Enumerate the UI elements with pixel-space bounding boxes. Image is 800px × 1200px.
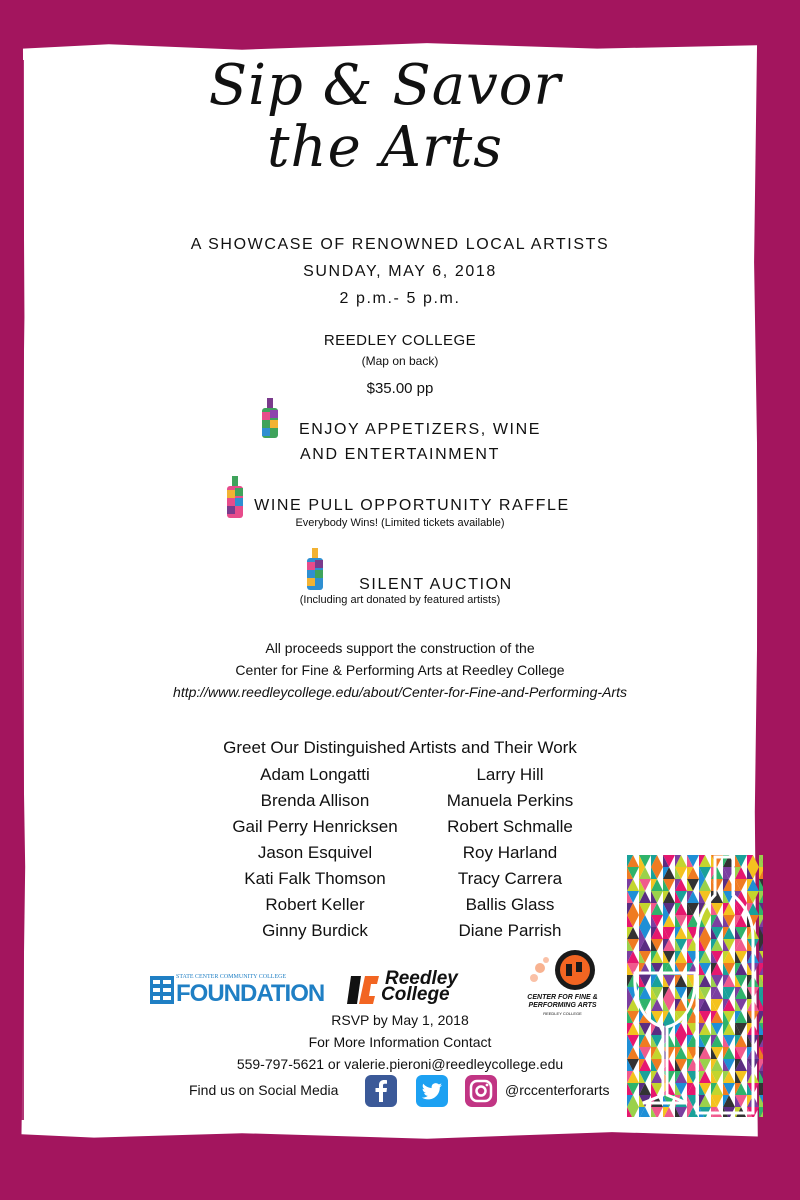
artist-name: Ballis Glass (465, 895, 555, 914)
contact-phone-email[interactable]: 559-797-5621 or valerie.pieroni@reedleycollege.edu (236, 1056, 564, 1072)
artist-name: Tracy Carrera (457, 869, 563, 888)
mosaic-wine-artwork (627, 855, 763, 1122)
reedley-line-2: College (381, 984, 450, 1005)
tagline: A SHOWCASE OF RENOWNED LOCAL ARTISTS (190, 236, 610, 253)
foundation-mark-icon (150, 976, 174, 1004)
artist-name: Roy Harland (462, 843, 558, 862)
artist-name: Diane Parrish (458, 921, 562, 940)
raffle-note: Everybody Wins! (Limited tickets available) (295, 517, 505, 529)
artist-name: Manuela Perkins (446, 791, 574, 810)
auction-title: SILENT AUCTION (359, 576, 513, 593)
event-title (205, 55, 565, 179)
event-time: 2 p.m.- 5 p.m. (339, 290, 461, 307)
artist-name: Kati Falk Thomson (244, 869, 386, 888)
price: $35.00 pp (366, 380, 434, 397)
artist-name: Jason Esquivel (257, 843, 373, 862)
artists-left-column (200, 762, 430, 944)
social-handle[interactable]: @rccenterforarts (505, 1082, 610, 1098)
foundation-wordmark: FOUNDATION (176, 980, 325, 1007)
theater-masks-icon (520, 948, 605, 992)
proceeds-line-2: Center for Fine & Performing Arts at Reedley College (235, 662, 565, 678)
title-line-1: Sip & Savor (208, 53, 562, 118)
reedley-college-logo (345, 970, 485, 1010)
foundation-subtitle: STATE CENTER COMMUNITY COLLEGE (176, 974, 287, 980)
title-line-2: the Arts (267, 115, 503, 180)
auction-note: (Including art donated by featured artists) (299, 594, 501, 606)
artist-name: Gail Perry Henricksen (232, 817, 398, 836)
event-date: SUNDAY, MAY 6, 2018 (303, 263, 497, 280)
artist-name: Brenda Allison (260, 791, 370, 810)
twitter-icon[interactable] (416, 1075, 448, 1112)
venue: REEDLEY COLLEGE (323, 332, 477, 349)
foundation-logo (150, 974, 325, 1007)
artists-right-column (420, 762, 600, 944)
rsvp-date: RSVP by May 1, 2018 (331, 1012, 469, 1028)
facebook-icon[interactable] (365, 1075, 397, 1112)
proceeds-url[interactable]: http://www.reedleycollege.edu/about/Center-for-Fine-and-Performing-Arts (173, 684, 627, 700)
more-info-label: For More Information Contact (308, 1034, 492, 1050)
enjoy-line-1: ENJOY APPETIZERS, WINE (298, 421, 542, 438)
artist-name: Adam Longatti (260, 765, 370, 784)
cfpa-line-1: CENTER FOR FINE & (527, 994, 598, 1001)
cfpa-line-2: PERFORMING ARTS (528, 1002, 597, 1009)
artist-name: Robert Schmalle (447, 817, 573, 836)
instagram-icon[interactable] (465, 1075, 497, 1112)
artists-heading: Greet Our Distinguished Artists and Their Work (223, 738, 577, 757)
artist-name: Robert Keller (265, 895, 365, 914)
enjoy-line-2: AND ENTERTAINMENT (300, 446, 500, 463)
map-note: (Map on back) (361, 354, 439, 368)
reedley-line-1: Reedley (385, 968, 458, 989)
raffle-title: WINE PULL OPPORTUNITY RAFFLE (254, 497, 570, 514)
social-label: Find us on Social Media (189, 1082, 339, 1098)
artist-name: Larry Hill (476, 765, 544, 784)
proceeds-line-1: All proceeds support the construction of the (265, 640, 535, 656)
reedley-rc-icon (345, 974, 381, 1006)
cfpa-line-3: REEDLEY COLLEGE (543, 1011, 582, 1016)
artist-name: Ginny Burdick (262, 921, 368, 940)
